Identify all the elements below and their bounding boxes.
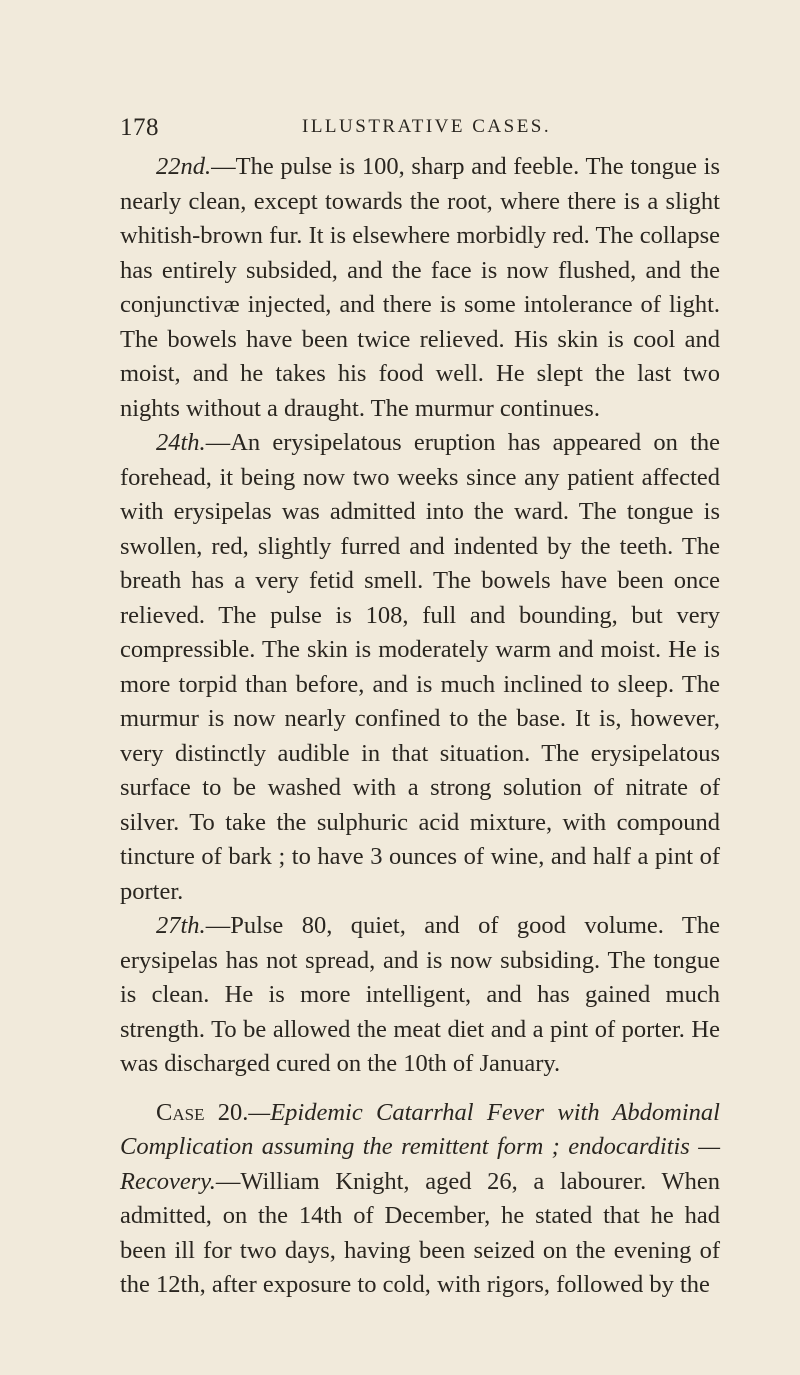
- body-text: [120, 150, 720, 1303]
- running-head: [120, 114, 720, 144]
- page-number: 178: [120, 114, 159, 141]
- paragraph-27th: [120, 909, 720, 1082]
- case-title: —Epidemic Catarrhal Fever with Abdominal Complication assuming the remittent form ; endocarditis —Recovery.: [120, 1098, 720, 1195]
- paragraph-24th: [120, 426, 720, 909]
- case-text: —William Knight, aged 26, a labourer. When admitted, on the 14th of December, he stated that he had been ill for two days, having been seized on the evening of the 12th, after exposure to cold, with rigors, followed by the: [120, 1167, 720, 1298]
- paragraph-date: 22nd.: [156, 153, 212, 180]
- paragraph-22nd: [120, 150, 720, 426]
- paragraph-date: 24th.: [156, 429, 206, 456]
- paragraph-text: —The pulse is 100, sharp and feeble. The tongue is nearly clean, except towards the root, where there is a slight whitish-brown fur. It is elsewhere morbidly red. The collapse has entirely subsided, and the face is now flushed, and the conjunctivæ injected, and there is some intolerance of light. The bowels have been twice relieved. His skin is cool and moist, and he takes his food well. He slept the last two nights without a draught. The murmur continues.: [120, 153, 720, 422]
- running-title: ILLUSTRATIVE CASES.: [302, 116, 552, 137]
- paragraph-date: 27th.: [156, 912, 206, 939]
- paragraph-text: —An erysipelatous eruption has appeared on the forehead, it being now two weeks since any patient affected with erysipelas was admitted into the ward. The tongue is swollen, red, slightly furred and indented by the teeth. The breath has a very fetid smell. The bowels have been once relieved. The pulse is 108, full and bounding, but very compressible. The skin is moderately warm and moist. He is more torpid than before, and is much inclined to sleep. The murmur is now nearly confined to the base. It is, however, very distinctly audible in that situation. The erysipelatous surface to be washed with a strong solution of nitrate of silver. To take the sulphuric acid mixture, with compound tincture of bark ; to have 3 ounces of wine, and half a pint of porter.: [120, 429, 720, 905]
- case-label: Case 20.: [156, 1098, 249, 1126]
- case-20-paragraph: [120, 1096, 720, 1303]
- paragraph-text: —Pulse 80, quiet, and of good volume. The erysipelas has not spread, and is now subsiding. The tongue is clean. He is more intelligent, and has gained much strength. To be allowed the meat diet and a pint of porter. He was discharged cured on the 10th of January.: [120, 912, 720, 1077]
